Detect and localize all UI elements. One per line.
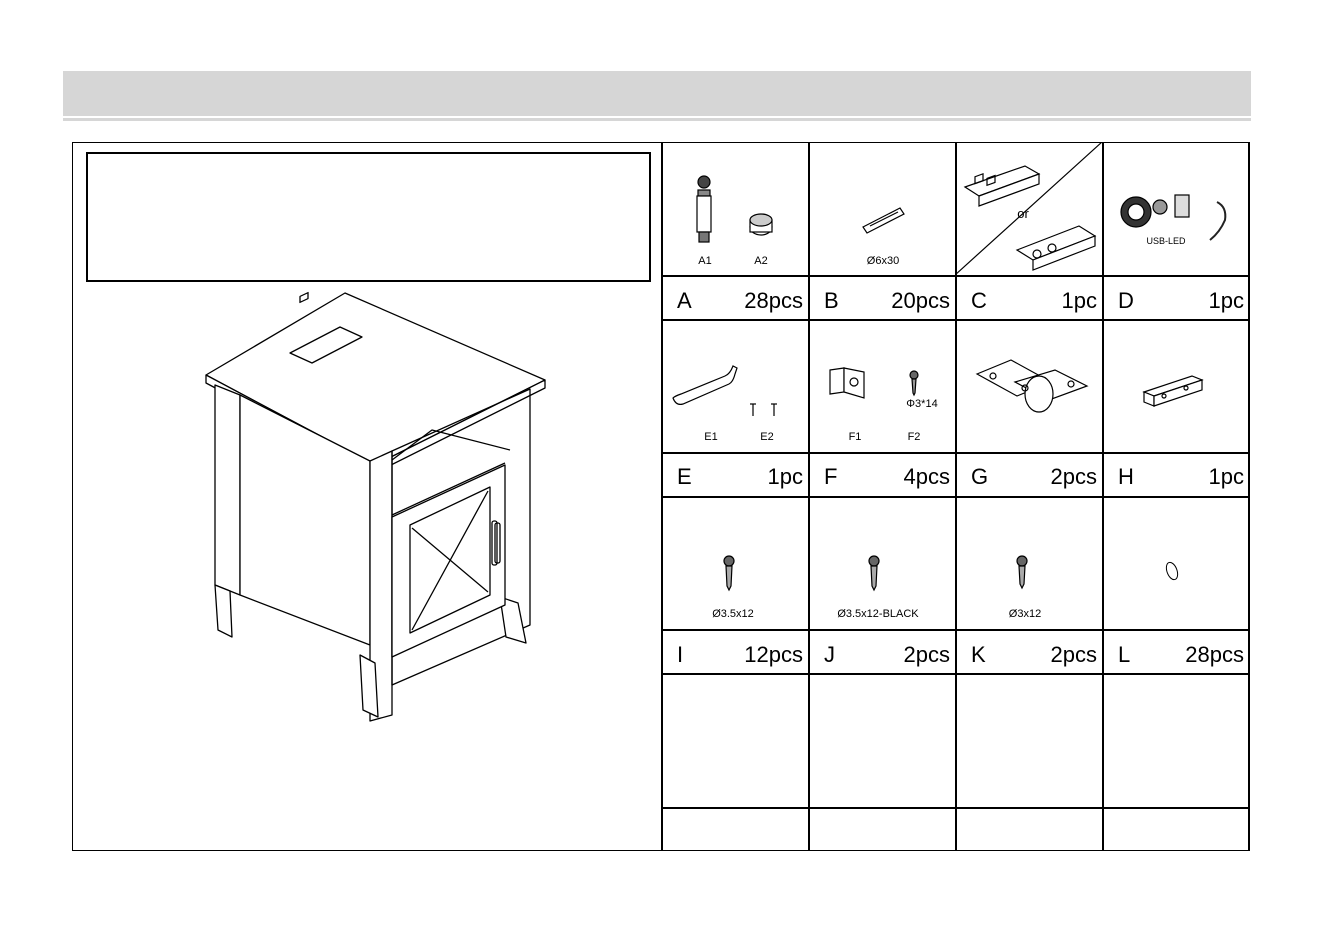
- nightstand-illustration: [200, 285, 560, 725]
- part-caption: F2: [907, 431, 921, 443]
- part-caption: A1: [698, 255, 712, 267]
- part-letter: H: [1118, 464, 1134, 489]
- part-letter: B: [824, 288, 839, 313]
- part-h-image: [1102, 320, 1249, 453]
- part-g-image: [955, 320, 1102, 453]
- part-letter: F: [824, 464, 838, 489]
- part-l-image: [1102, 497, 1249, 630]
- part-label-h: [1118, 464, 1244, 490]
- title-box: [86, 152, 651, 282]
- part-qty: 2pcs: [1050, 642, 1097, 667]
- part-a-image: [661, 142, 808, 275]
- part-caption: USB-LED: [1146, 236, 1186, 246]
- part-qty: 28pcs: [1185, 642, 1244, 667]
- header-rule: [63, 118, 1251, 121]
- part-qty: 1pc: [1208, 464, 1244, 489]
- part-qty: 1pc: [1061, 288, 1097, 313]
- part-label-g: [971, 464, 1097, 490]
- part-caption: Ø6x30: [866, 255, 900, 267]
- part-label-k: [971, 642, 1097, 668]
- part-letter: L: [1118, 642, 1131, 667]
- part-caption: A2: [754, 255, 768, 267]
- part-e-image: [661, 320, 808, 453]
- part-label-c: [971, 288, 1097, 314]
- part-caption: Φ3*14: [906, 398, 938, 410]
- part-caption: F1: [848, 431, 862, 443]
- part-qty: 4pcs: [903, 464, 950, 489]
- part-letter: G: [971, 464, 989, 489]
- grid-line: [661, 275, 1250, 277]
- grid-line: [661, 807, 1250, 809]
- part-label-e: [677, 464, 803, 490]
- part-letter: A: [677, 288, 692, 313]
- part-label-a: [677, 288, 803, 314]
- grid-line: [661, 673, 1250, 675]
- part-label-j: [824, 642, 950, 668]
- or-label: or: [1017, 206, 1029, 221]
- part-qty: 20pcs: [891, 288, 950, 313]
- part-label-b: [824, 288, 950, 314]
- part-label-l: [1118, 642, 1244, 668]
- part-letter: C: [971, 288, 987, 313]
- header-band: [63, 71, 1251, 116]
- part-f-image: [808, 320, 955, 453]
- part-caption: E2: [760, 431, 774, 443]
- part-letter: E: [677, 464, 692, 489]
- parts-grid: [661, 142, 1250, 851]
- part-letter: K: [971, 642, 986, 667]
- part-letter: I: [677, 642, 684, 667]
- part-caption: Ø3.5x12-BLACK: [837, 608, 919, 620]
- part-letter: D: [1118, 288, 1134, 313]
- part-caption: E1: [704, 431, 718, 443]
- part-caption: Ø3x12: [1008, 608, 1042, 620]
- part-qty: 2pcs: [903, 642, 950, 667]
- part-label-f: [824, 464, 950, 490]
- part-qty: 2pcs: [1050, 464, 1097, 489]
- part-qty: 12pcs: [744, 642, 803, 667]
- part-d-image: [1102, 142, 1249, 275]
- part-qty: 1pc: [767, 464, 803, 489]
- part-caption: Ø3.5x12: [712, 608, 754, 620]
- part-qty: 28pcs: [744, 288, 803, 313]
- part-label-i: [677, 642, 803, 668]
- part-qty: 1pc: [1208, 288, 1244, 313]
- part-letter: J: [824, 642, 835, 667]
- part-label-d: [1118, 288, 1244, 314]
